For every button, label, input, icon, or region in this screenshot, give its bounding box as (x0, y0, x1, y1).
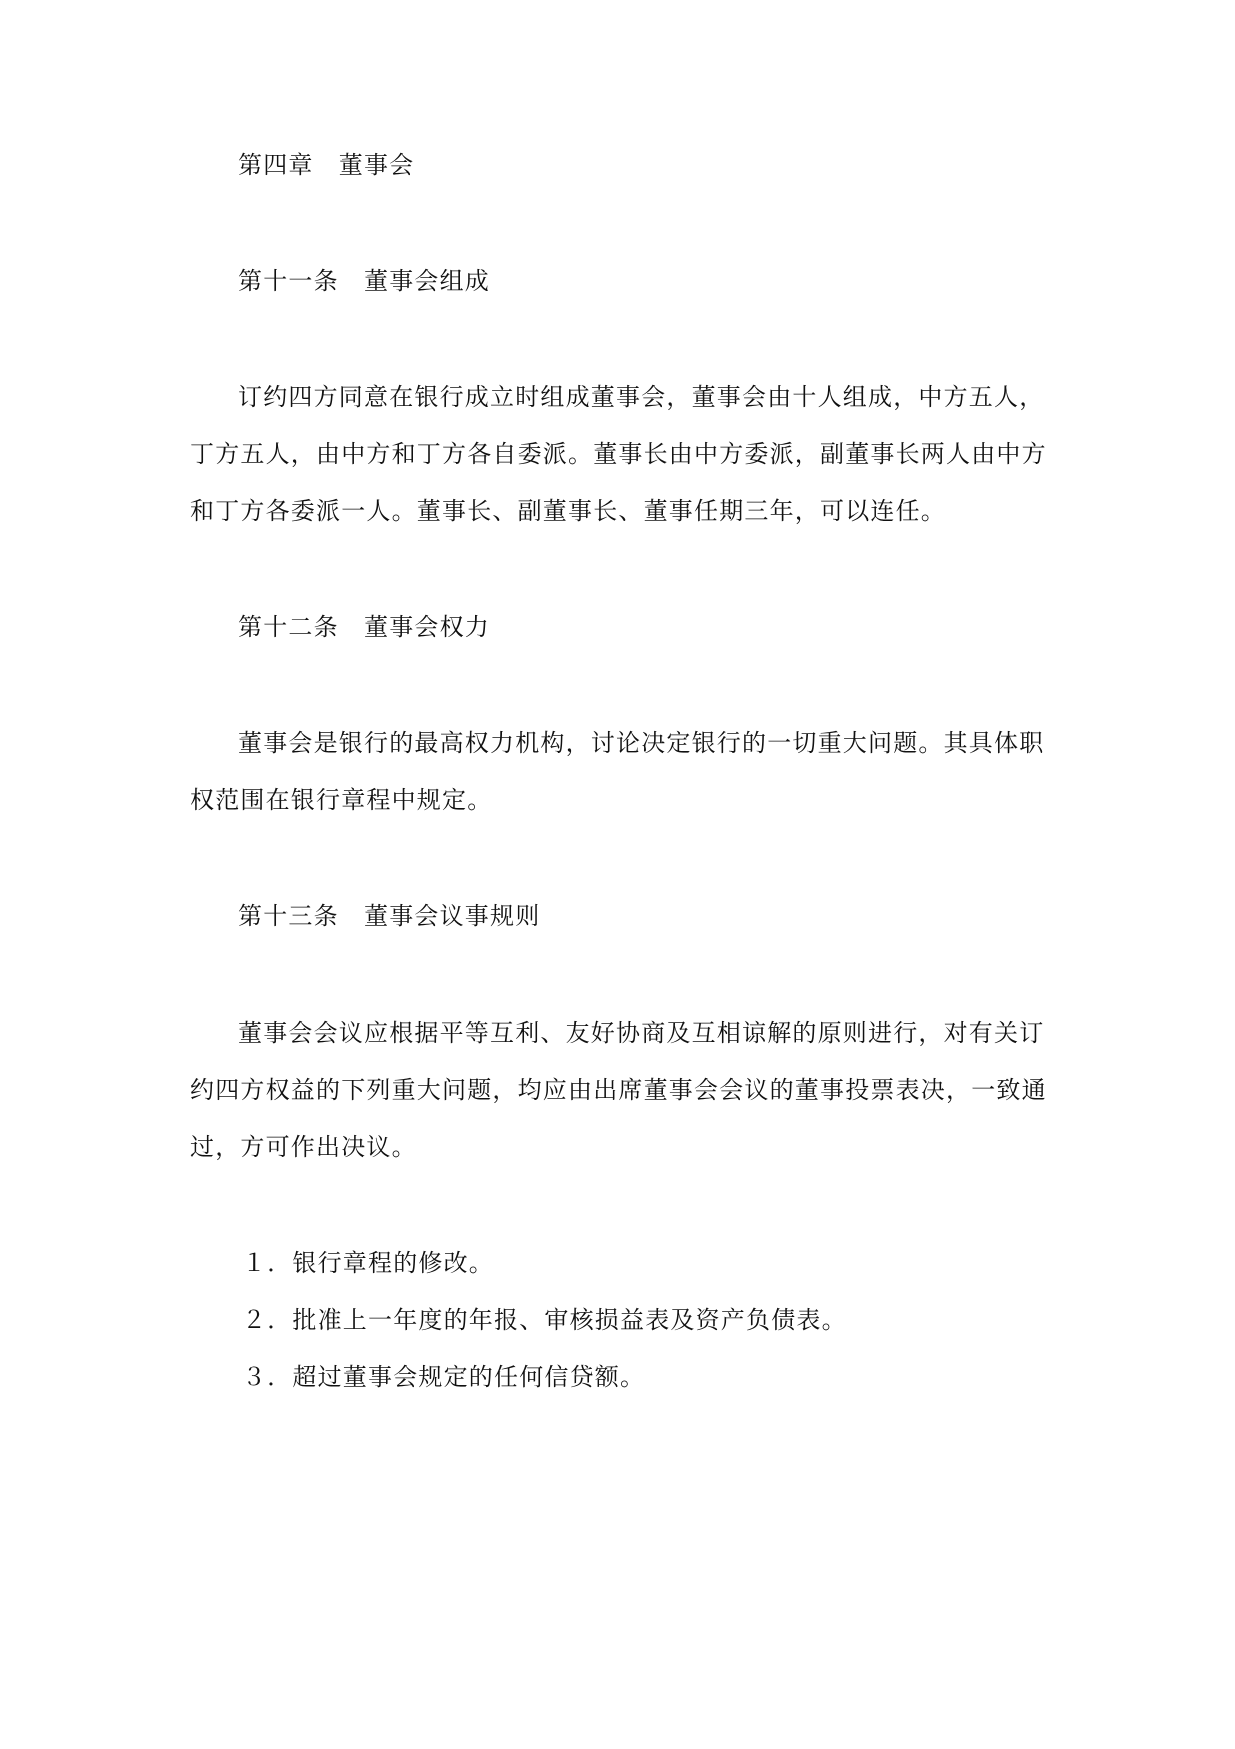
article-11-paragraph-line-1: 订约四方同意在银行成立时组成董事会，董事会由十人组成，中方五人， (238, 383, 1045, 411)
article-13-list-item-3: ３．超过董事会规定的任何信贷额。 (242, 1363, 646, 1391)
article-11-paragraph-line-2: 丁方五人，由中方和丁方各自委派。董事长由中方委派，副董事长两人由中方 (190, 440, 1047, 468)
article-12-paragraph-line-2: 权范围在银行章程中规定。 (190, 786, 493, 814)
article-13-list-item-1: １．银行章程的修改。 (242, 1249, 494, 1277)
article-11-paragraph-line-3: 和丁方各委派一人。董事长、副董事长、董事任期三年，可以连任。 (190, 497, 946, 525)
article-13-paragraph-line-3: 过，方可作出决议。 (190, 1133, 417, 1161)
article-13-paragraph-line-2: 约四方权益的下列重大问题，均应由出席董事会会议的董事投票表决，一致通 (190, 1076, 1047, 1104)
article-13-heading: 第十三条 董事会议事规则 (238, 902, 541, 930)
article-12-heading: 第十二条 董事会权力 (238, 613, 490, 641)
article-12-paragraph-line-1: 董事会是银行的最高权力机构，讨论决定银行的一切重大问题。其具体职 (238, 729, 1045, 757)
article-13-paragraph-line-1: 董事会会议应根据平等互利、友好协商及互相谅解的原则进行，对有关订 (238, 1019, 1045, 1047)
chapter-heading: 第四章 董事会 (238, 151, 415, 179)
article-11-heading: 第十一条 董事会组成 (238, 267, 490, 295)
article-13-list-item-2: ２．批准上一年度的年报、审核损益表及资产负债表。 (242, 1306, 847, 1334)
